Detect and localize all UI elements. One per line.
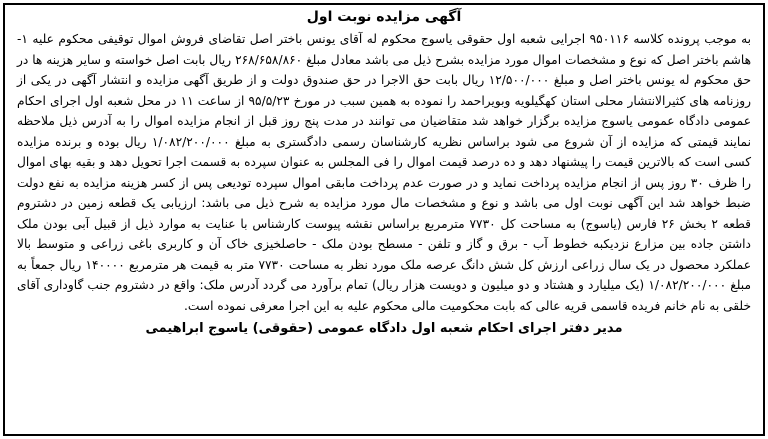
notice-title: آگهی مزایده نوبت اول [306,9,462,25]
notice-frame [3,3,765,436]
notice-body: به موجب پرونده کلاسه ۹۵۰۱۱۶ اجرایی شعبه اول حقوقی یاسوج محکوم له آقای یونس باختر اصل تقاضای فروش اموال توقیفی محکوم علیه ۱-هاشم باختر اصل که نوع و مشخصات اموال مورد مزایده بشرح ذیل می باشد معادل مبلغ ۲۶۸/۶۵۸/۸۶۰ ریال بابت اصل خواسته و سایر هزینه ها در حق محکوم له یونس باختر اصل و مبلغ ۱۲/۵۰۰/۰۰۰ ریال بابت حق الاجرا در حق صندوق دولت و از طریق آگهی مزایده و انتشار آگهی در یکی از روزنامه های کثیرالانتشار محلی استان کهگیلویه وبویراحمد را نموده به همین سبب در مورخ ۹۵/۵/۲۳ از ساعت ۱۱ در محل شعبه اول اجرای احکام عمومی دادگاه عمومی یاسوج مزایده برگزار خواهد شد متقاضیان می توانند در مدت پنج روز قبل از انجام مزایده اموال را به آدرس ذیل ملاحظه نمایند قیمتی که مزایده از آن شروع می شود براساس نظریه کارشناسان رسمی دادگستری به مبلغ ۱/۰۸۲/۲۰۰/۰۰۰ ریال بوده و برنده مزایده کسی است که بالاترین قیمت را پیشنهاد دهد و ده درصد قیمت اموال را فی المجلس به عنوان سپرده به قسمت اجرا تحویل دهد و بقیه بهای اموال را ظرف ۳۰ روز پس از انجام مزایده پرداخت نماید و در صورت عدم پرداخت مابقی اموال سپرده تودیعی پس از کسر هزینه مزایده به نفع دولت ضبط خواهد شد این آگهی نوبت اول می باشد و نوع و مشخصات مال مورد مزایده به شرح ذیل می باشد: ارزیابی یک قطعه زمین در دشتروم قطعه ۲ بخش ۲۶ فارس (یاسوج) به مساحت کل ۷۷۳۰ مترمربع براساس نقشه پیوست کارشناس با عنایت به موارد ذیل از قبیل آبی بودن ملک داشتن جاده بین مزارع نزدیکبه خطوط آب - برق و گاز و تلفن - مسطح بودن ملک - حاصلخیزی خاک آن و کاربری باغی زراعی و متوسط بالا عملکرد محصول در یک سال زراعی ارزش کل شش دانگ عرصه ملک مورد نظر به مساحت ۷۷۳۰ متر به قیمت هر مترمربع ۱۴۰۰۰۰ ریال جمعاً به مبلغ ۱/۰۸۲/۲۰۰/۰۰۰ (یک میلیارد و هشتاد و دو میلیون و دویست هزار ریال) تمام برآورد می گردد آدرس ملک: واقع در دشتروم جنب گاوداری آقای خلقی به نام خانم فریده قاسمی قریه عالی که بابت محکومیت مالی محکوم علیه به این اجرا معرفی نموده است. [17,32,752,313]
notice-signature: مدیر دفتر اجرای احکام شعبه اول دادگاه عمومی (حقوقی) یاسوج ابراهیمی [145,321,623,336]
